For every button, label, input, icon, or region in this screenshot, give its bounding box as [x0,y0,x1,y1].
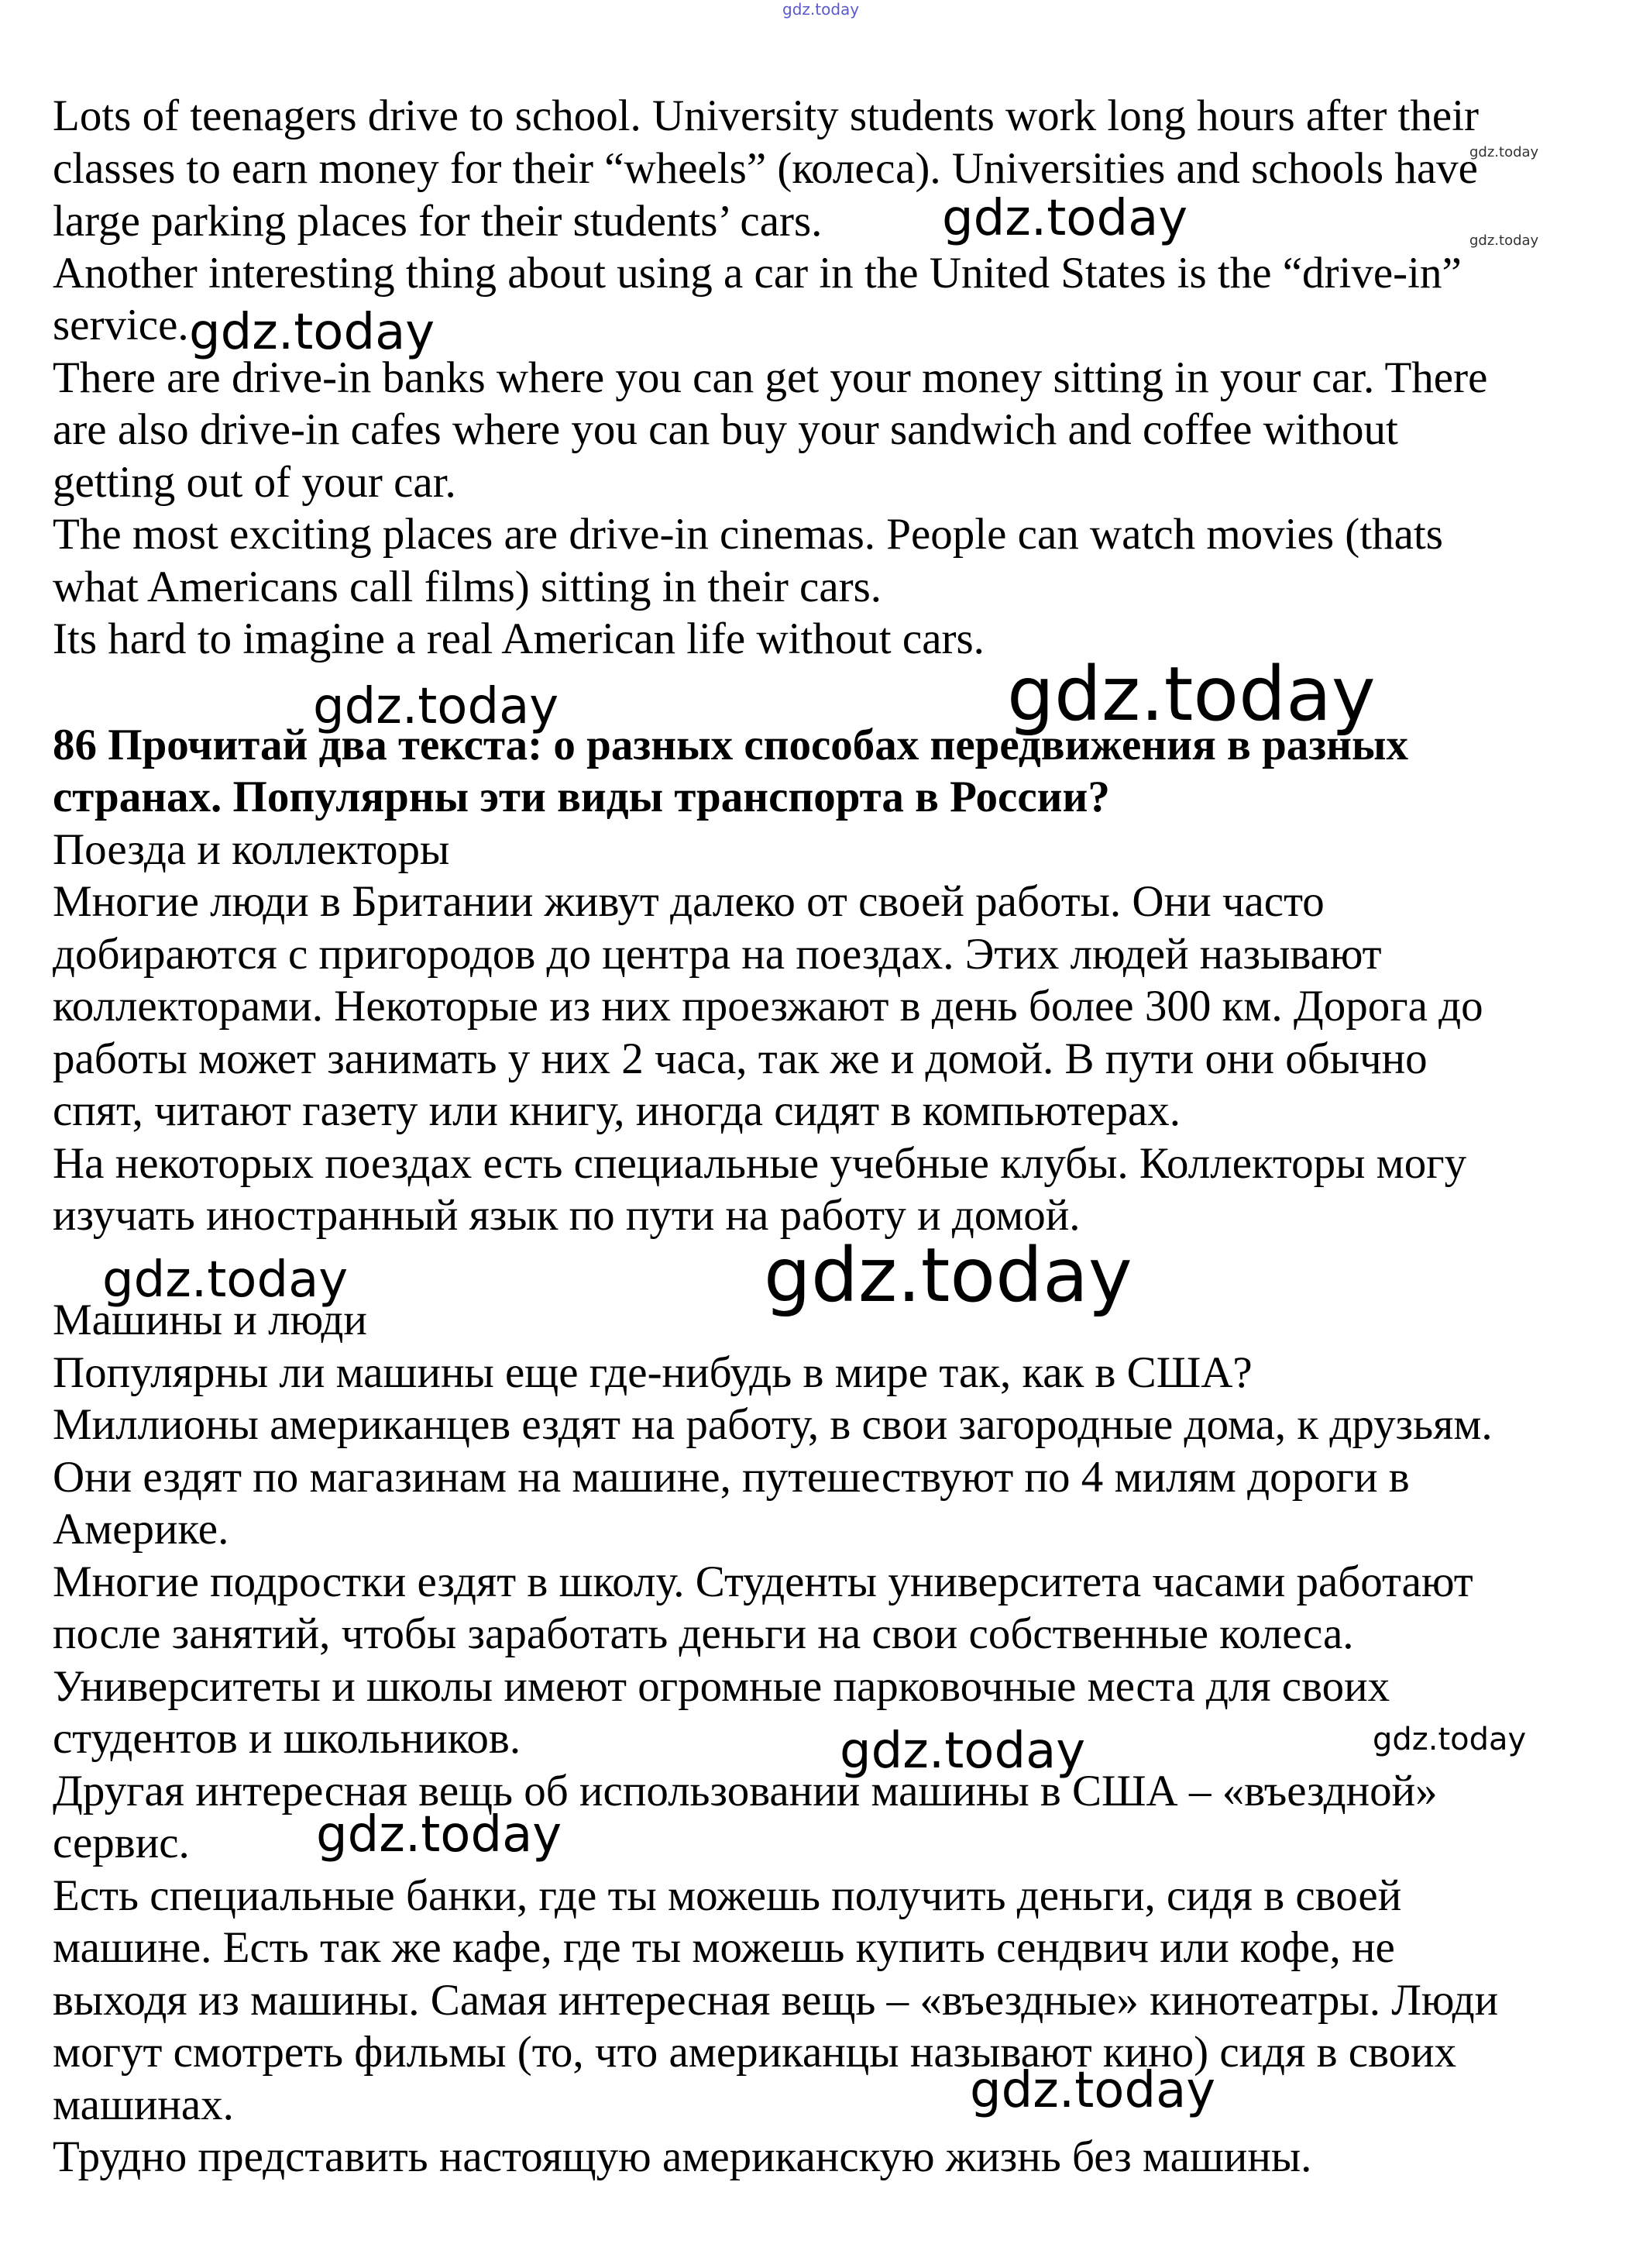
text-line: На некоторых поездах есть специальные учебные клубы. Коллекторы могу [53,1139,1467,1188]
task-heading-line: странах. Популярны эти виды транспорта в России? [53,773,1110,821]
text-line: Миллионы американцев ездят на работу, в свои загородные дома, к друзьям. [53,1400,1493,1449]
watermark: gdz.today [189,304,435,361]
text-line: Они ездят по магазинам на машине, путешествуют по 4 милям дороги в [53,1453,1410,1502]
text-line: Its hard to imagine a real American life without cars. [53,614,985,663]
text-line: студентов и школьников. [53,1714,521,1763]
text-line: выходя из машины. Самая интересная вещь – «въездные» кинотеатры. Люди [53,1976,1499,2025]
watermark: gdz.today [316,1806,562,1864]
text-line: Есть специальные банки, где ты можешь получить деньги, сидя в своей [53,1871,1402,1920]
text-line: large parking places for their students’ cars. [53,197,823,246]
watermark: gdz.today [1007,651,1376,738]
watermark: gdz.today [1373,1722,1527,1757]
text-line: спят, читают газету или книгу, иногда сидят в компьютерах. [53,1086,1181,1135]
text-line: Многие люди в Британии живут далеко от своей работы. Они часто [53,877,1325,926]
text-line: service. [53,301,189,349]
text-line: Трудно представить настоящую американскую жизнь без машины. [53,2132,1312,2181]
watermark: gdz.today [102,1251,349,1309]
watermark: gdz.today [313,678,559,735]
watermark: gdz.today [764,1232,1132,1319]
text-line: коллекторами. Некоторые из них проезжают в день более 300 км. Дорога до [53,982,1483,1031]
text-line: There are drive-in banks where you can get your money sitting in your car. There [53,353,1488,402]
watermark: gdz.today [840,1723,1086,1780]
task-heading-line: 86 Прочитай два текста: о разных способах передвижения в разных [53,721,1409,769]
text-line: Популярны ли машины еще где-нибудь в мире так, как в США? [53,1348,1253,1397]
text-line: после занятий, чтобы заработать деньги на свои собственные колеса. [53,1609,1354,1658]
watermark: gdz.today [942,190,1188,247]
text2-title: Машины и люди [53,1296,367,1344]
text-line: добираются с пригородов до центра на поездах. Этих людей называют [53,930,1382,979]
watermark: gdz.today [1469,144,1539,160]
text-line: машине. Есть так же кафе, где ты можешь купить сендвич или кофе, не [53,1923,1395,1972]
text-line: могут смотреть фильмы (то, что американцы называют кино) сидя в своих [53,2028,1457,2077]
watermark: gdz.today [970,2062,1216,2119]
text-line: Университеты и школы имеют огромные парковочные места для своих [53,1662,1390,1711]
text-line: машинах. [53,2080,234,2129]
text-line: what Americans call films) sitting in their cars. [53,563,882,611]
text-line: Lots of teenagers drive to school. University students work long hours after their [53,91,1480,140]
text1-title: Поезда и коллекторы [53,825,450,874]
text-line: getting out of your car. [53,458,456,507]
text-line: classes to earn money for their “wheels” (колеса). Universities and schools have [53,144,1478,193]
text-line: изучать иностранный язык по пути на работу и домой. [53,1191,1081,1240]
text-line: работы может занимать у них 2 часа, так же и домой. В пути они обычно [53,1034,1428,1083]
watermark-top: gdz.today [782,0,860,19]
text-line: Another interesting thing about using a car in the United States is the “drive-in” [53,249,1462,298]
watermark: gdz.today [1469,232,1539,249]
text-line: Многие подростки ездят в школу. Студенты университета часами работают [53,1557,1473,1606]
text-line: Америке. [53,1505,229,1554]
text-line: The most exciting places are drive-in cinemas. People can watch movies (thats [53,510,1443,559]
text-line: are also drive-in cafes where you can buy your sandwich and coffee without [53,405,1398,454]
text-line: сервис. [53,1819,190,1867]
text-line: Другая интересная вещь об использовании машины в США – «въездной» [53,1767,1438,1815]
